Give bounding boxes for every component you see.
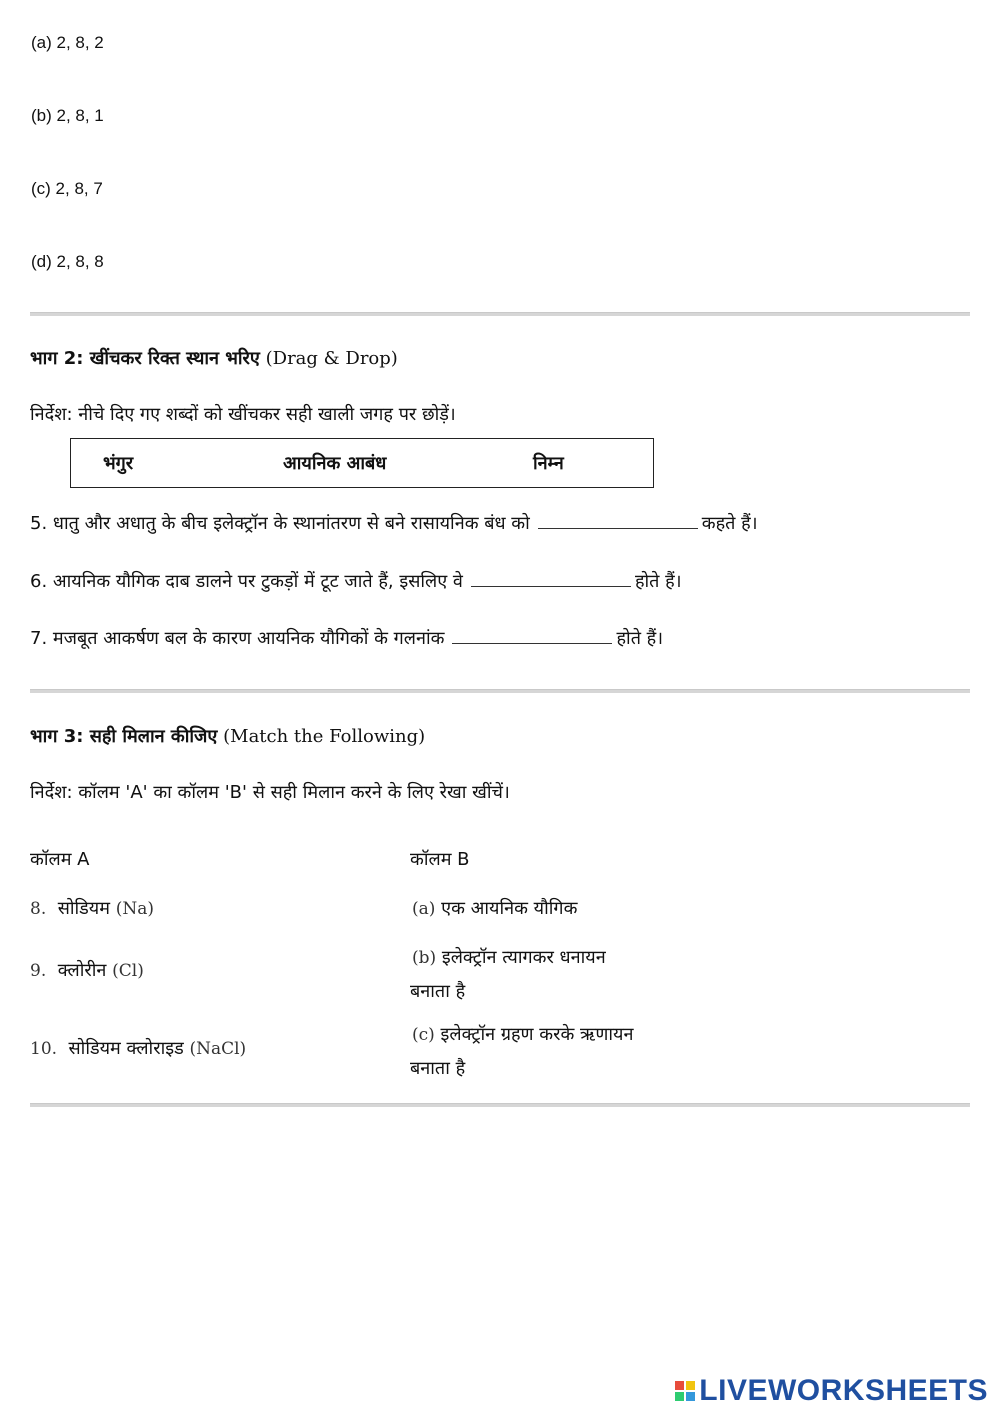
option-b[interactable]: (b) 2, 8, 1 xyxy=(31,106,104,125)
section-divider xyxy=(30,1103,970,1107)
item-tag: (b) xyxy=(412,948,437,968)
item-tag: (c) xyxy=(412,1025,435,1045)
option-c[interactable]: (c) 2, 8, 7 xyxy=(31,179,103,198)
match-a-9[interactable] xyxy=(30,958,144,982)
part2-heading xyxy=(30,346,398,370)
item-text: सोडियम क्लोराइड xyxy=(68,1038,184,1059)
match-b-b[interactable] xyxy=(412,941,606,1008)
item-number: 8. xyxy=(30,899,47,919)
logo-icon xyxy=(675,1381,695,1401)
item-text-line2: बनाता है xyxy=(410,1058,466,1079)
item-tag: (a) xyxy=(412,899,436,919)
column-b-header-text: कॉलम B xyxy=(410,849,470,870)
item-text: एक आयनिक यौगिक xyxy=(441,898,578,919)
part2-title: भाग 2: खींचकर रिक्त स्थान भरिए xyxy=(30,348,260,369)
option-d[interactable]: (d) 2, 8, 8 xyxy=(31,252,104,271)
item-number: 9. xyxy=(30,961,47,981)
question-5 xyxy=(30,508,758,535)
item-text: सोडियम xyxy=(57,898,111,919)
match-b-c[interactable] xyxy=(412,1018,633,1085)
match-a-10[interactable] xyxy=(30,1036,246,1060)
q7-text: 7. मजबूत आकर्षण बल के कारण आयनिक यौगिकों के गलनांक xyxy=(30,628,445,649)
drop-zone-5[interactable] xyxy=(538,508,698,529)
item-text: इलेक्ट्रॉन ग्रहण करके ऋणायन xyxy=(440,1024,634,1045)
match-a-8[interactable] xyxy=(30,896,154,920)
part3-instruction: निर्देश: कॉलम 'A' का कॉलम 'B' से सही मिलान करने के लिए रेखा खींचें। xyxy=(30,782,510,803)
q5-suffix: कहते हैं। xyxy=(701,513,758,534)
item-formula: (Na) xyxy=(115,899,155,919)
logo-text: LIVEWORKSHEETS xyxy=(699,1374,988,1407)
part2-subtitle: (Drag & Drop) xyxy=(265,348,398,369)
question-6 xyxy=(30,566,682,593)
item-text-line2: बनाता है xyxy=(410,981,466,1002)
column-a-header xyxy=(30,847,90,871)
drag-word-ionic-bond[interactable]: आयनिक आबंध xyxy=(283,453,387,474)
q6-suffix: होते हैं। xyxy=(634,571,682,592)
question-7 xyxy=(30,623,663,650)
column-a-header-text: कॉलम A xyxy=(30,849,90,870)
section-divider xyxy=(30,312,970,316)
match-b-a[interactable] xyxy=(412,896,577,920)
part3-subtitle: (Match the Following) xyxy=(223,726,426,747)
section-divider xyxy=(30,689,970,693)
drag-word-brittle[interactable]: भंगुर xyxy=(103,453,134,474)
item-formula: (NaCl) xyxy=(189,1039,247,1059)
drop-zone-6[interactable] xyxy=(471,566,631,587)
q5-text: 5. धातु और अधातु के बीच इलेक्ट्रॉन के स्थानांतरण से बने रासायनिक बंध को xyxy=(30,513,530,534)
drag-word-low[interactable]: निम्न xyxy=(533,453,564,474)
column-b-header xyxy=(410,847,470,871)
part2-instruction: निर्देश: नीचे दिए गए शब्दों को खींचकर सही खाली जगह पर छोड़ें। xyxy=(30,404,456,425)
item-text: इलेक्ट्रॉन त्यागकर धनायन xyxy=(441,947,606,968)
part3-heading xyxy=(30,724,425,748)
option-a[interactable]: (a) 2, 8, 2 xyxy=(31,33,104,52)
liveworksheets-logo xyxy=(675,1374,988,1408)
item-number: 10. xyxy=(30,1039,58,1059)
q7-suffix: होते हैं। xyxy=(616,628,664,649)
drop-zone-7[interactable] xyxy=(452,623,612,644)
q6-text: 6. आयनिक यौगिक दाब डालने पर टुकड़ों में टूट जाते हैं, इसलिए वे xyxy=(30,571,463,592)
item-formula: (Cl) xyxy=(112,961,144,981)
part3-title: भाग 3: सही मिलान कीजिए xyxy=(30,726,218,747)
item-text: क्लोरीन xyxy=(57,960,107,981)
